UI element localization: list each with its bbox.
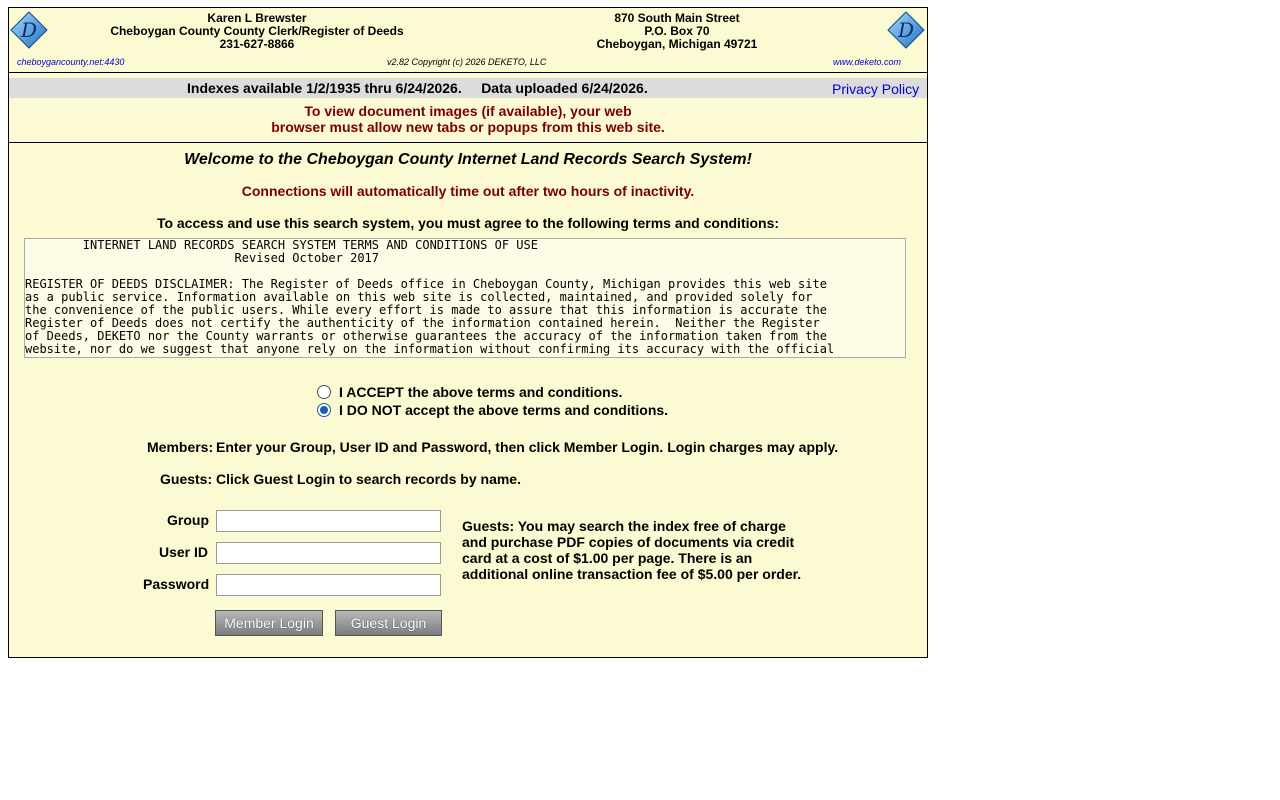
street: 870 South Main Street: [614, 11, 740, 25]
svg-text:D: D: [20, 18, 38, 42]
welcome-heading: Welcome to the Cheboygan County Internet Land Records Search System!: [184, 151, 752, 168]
clerk-name: Karen L Brewster: [207, 11, 307, 25]
clerk-address-block: [107, 12, 407, 51]
copyright: v2.82 Copyright (c) 2026 DEKETO, LLC: [387, 57, 547, 67]
clerk-phone: 231-627-8866: [219, 37, 295, 51]
guest-pricing-info: Guests: You may search the index free of charge and purchase PDF copies of documents via credit card at a cost of $1.00 per page. There is an additional online transaction fee of $5.00 per order.: [462, 518, 802, 582]
group-label: Group: [167, 512, 209, 528]
decline-radio[interactable]: [317, 403, 331, 417]
members-instructions: Enter your Group, User ID and Password, then click Member Login. Login charges may apply.: [216, 439, 839, 455]
timeout-notice: Connections will automatically time out after two hours of inactivity.: [241, 183, 695, 199]
popup-warning-line1: To view document images (if available), your web: [304, 103, 632, 119]
terms-text: INTERNET LAND RECORDS SEARCH SYSTEM TERMS AND CONDITIONS OF USE Revised October 2017 REGISTER OF DEEDS DISCLAIMER: The Register of Deeds office in Cheboygan County, Michigan provides this web site as a public service. Information available on this web site is collected, maintained, and provided solely for the convenience of the public users. While every effort is made to assure that this information is accurate the Register of Deeds does not certify the authenticity of the information contained herein. Neither the Register of Deeds, DEKETO nor the County warrants or otherwise guarantees the accuracy of the information taken from the website, nor do we suggest that anyone rely on the information without confirming its accuracy with the official: [25, 238, 835, 356]
userid-label: User ID: [159, 544, 209, 560]
deketo-logo-icon: [887, 11, 925, 49]
page-frame: [8, 7, 928, 658]
clerk-title: Cheboygan County County Clerk/Register of Deeds: [110, 24, 404, 38]
indexes-text: Indexes available 1/2/1935 thru 6/24/2026.: [187, 80, 462, 96]
info-banner: [9, 73, 927, 143]
deketo-link[interactable]: www.deketo.com: [833, 57, 902, 67]
office-address-block: [577, 12, 777, 51]
password-input[interactable]: [216, 574, 441, 596]
city: Cheboygan, Michigan 49721: [596, 37, 758, 51]
svg-text:D: D: [897, 18, 915, 42]
terms-textarea[interactable]: [24, 238, 906, 358]
accept-radio[interactable]: [317, 385, 331, 399]
county-site-link[interactable]: cheboygancounty.net:4430: [17, 57, 125, 67]
uploaded-text: Data uploaded 6/24/2026.: [481, 80, 648, 96]
group-input[interactable]: [216, 510, 441, 532]
guests-label: Guests:: [160, 471, 213, 487]
popup-warning-line2: browser must allow new tabs or popups from this web site.: [271, 119, 665, 135]
terms-intro: To access and use this search system, you must agree to the following terms and conditions:: [156, 215, 780, 231]
guest-login-button[interactable]: Guest Login: [335, 610, 442, 636]
guests-instructions: Click Guest Login to search records by name.: [216, 471, 521, 487]
userid-input[interactable]: [216, 542, 441, 564]
accept-label: I ACCEPT the above terms and conditions.: [339, 384, 623, 400]
deketo-logo-icon: [10, 11, 48, 49]
index-availability: [187, 80, 648, 96]
members-label: Members:: [147, 439, 214, 455]
po-box: P.O. Box 70: [644, 24, 710, 38]
privacy-policy-link[interactable]: Privacy Policy: [832, 81, 920, 97]
member-login-button[interactable]: Member Login: [215, 610, 323, 636]
password-label: Password: [143, 576, 210, 592]
header: [9, 8, 927, 73]
accept-option[interactable]: [317, 384, 622, 400]
decline-label: I DO NOT accept the above terms and conditions.: [339, 402, 669, 418]
decline-option[interactable]: [317, 402, 668, 418]
